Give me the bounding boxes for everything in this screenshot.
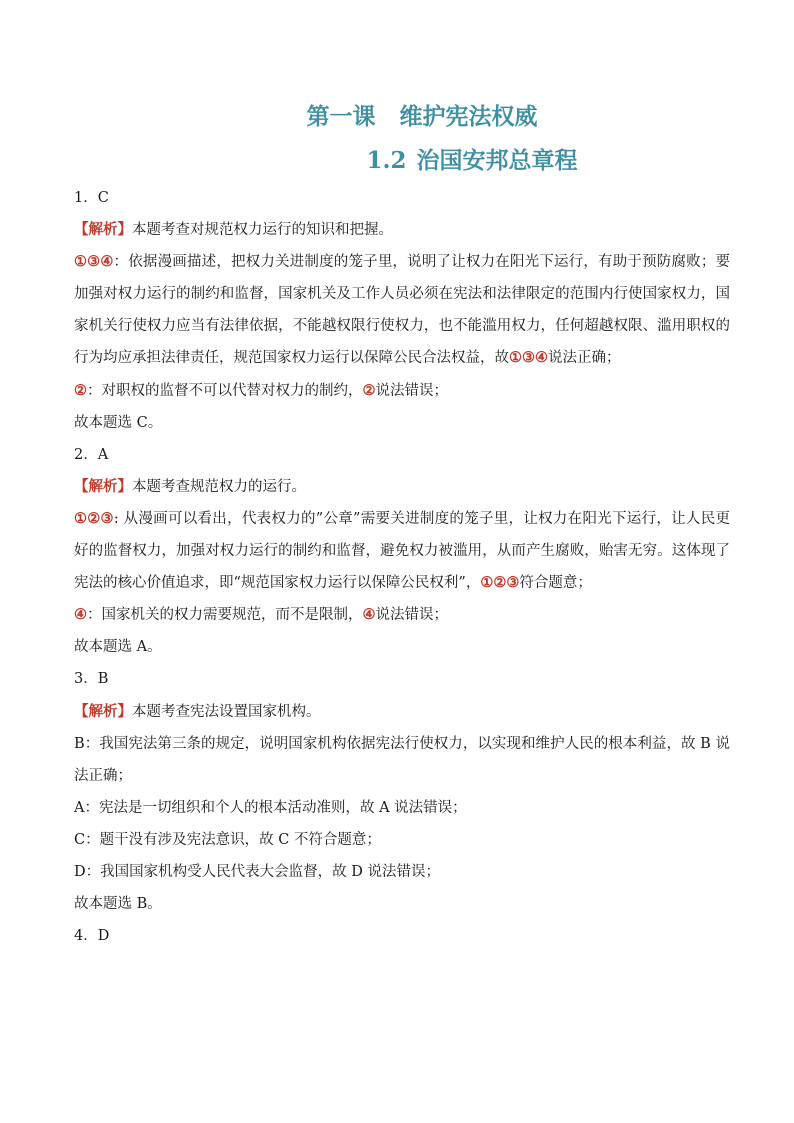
option-marks: ④ bbox=[362, 606, 376, 624]
analysis-tag: 【解析】 bbox=[74, 477, 132, 495]
option-marks: ② bbox=[362, 381, 376, 399]
option-marks: ② bbox=[74, 381, 87, 399]
analysis-2-paragraph-1: ①②③: 从漫画可以看出，代表权力的”公章”需要关进制度的笼子里，让权力在阳光下运行，让人民更好的监督权力，加强对权力运行的制约和监督，避免权力被滥用，从而产生腐败，贻害无穷。这体现了宪法的核心价值追求，即“规范国家权力运行以保障公民权利”，①②③符合题意； bbox=[74, 509, 730, 592]
analysis-3-option-d: D：我国国家机构受人民代表大会监督，故 D 说法错误； bbox=[74, 863, 440, 880]
answer-2: 2．A bbox=[74, 446, 109, 463]
option-marks: ①③④ bbox=[509, 349, 548, 367]
answer-4: 4．D bbox=[74, 928, 110, 945]
analysis-tag: 【解析】 bbox=[74, 221, 132, 239]
lesson-name: 维护宪法权威 bbox=[399, 103, 538, 130]
conclusion-1: 故本题选 C。 bbox=[74, 414, 163, 431]
option-marks: ①③④ bbox=[74, 253, 114, 271]
analysis-2-intro: 【解析】本题考查规范权力的运行。 bbox=[74, 477, 306, 495]
analysis-tag: 【解析】 bbox=[74, 702, 132, 720]
analysis-2-paragraph-2: ④：国家机关的权力需要规范，而不是限制，④说法错误； bbox=[74, 606, 448, 624]
analysis-3-intro: 【解析】本题考查宪法设置国家机构。 bbox=[74, 702, 321, 720]
conclusion-2: 故本题选 A。 bbox=[74, 639, 162, 656]
option-marks: ④ bbox=[74, 606, 87, 624]
analysis-1-paragraph-2: ②：对职权的监督不可以代替对权力的制约，②说法错误； bbox=[74, 381, 448, 399]
answer-1: 1．C bbox=[74, 190, 109, 206]
option-marks: ①②③ bbox=[74, 509, 114, 527]
conclusion-3: 故本题选 B。 bbox=[74, 896, 162, 913]
section-name: 治国安邦总章程 bbox=[416, 147, 578, 174]
section-title bbox=[0, 142, 794, 175]
analysis-1-paragraph-1: ①③④：依据漫画描述，把权力关进制度的笼子里，说明了让权力在阳光下运行，有助于预防腐败；要加强对权力运行的制约和监督，国家机关及工作人员必须在宪法和法律限定的范围内行使国家权力，国家机关行使权力应当有法律依据，不能越权限行使权力，也不能滥用权力，任何超越权限、滥用职权的行为均应承担法律责任，规范国家权力运行以保障公民合法权益，故①③④说法正确； bbox=[74, 253, 730, 367]
option-marks: ①②③ bbox=[480, 574, 520, 592]
analysis-3-option-b: B：我国宪法第三条的规定，说明国家机构依据宪法行使权力，以实现和维护人民的根本利益，故 B 说法正确； bbox=[74, 735, 730, 784]
analysis-1-intro: 【解析】本题考查对规范权力运行的知识和把握。 bbox=[74, 221, 393, 239]
answer-content bbox=[74, 182, 730, 952]
analysis-3-option-c: C：题干没有涉及宪法意识，故 C 不符合题意； bbox=[74, 831, 381, 848]
section-number: 1.2 bbox=[366, 147, 407, 174]
answer-3: 3．B bbox=[74, 671, 109, 688]
lesson-label: 第一课 bbox=[306, 103, 376, 130]
lesson-title bbox=[0, 98, 794, 131]
analysis-3-option-a: A：宪法是一切组织和个人的根本活动准则，故 A 说法错误； bbox=[74, 799, 467, 816]
